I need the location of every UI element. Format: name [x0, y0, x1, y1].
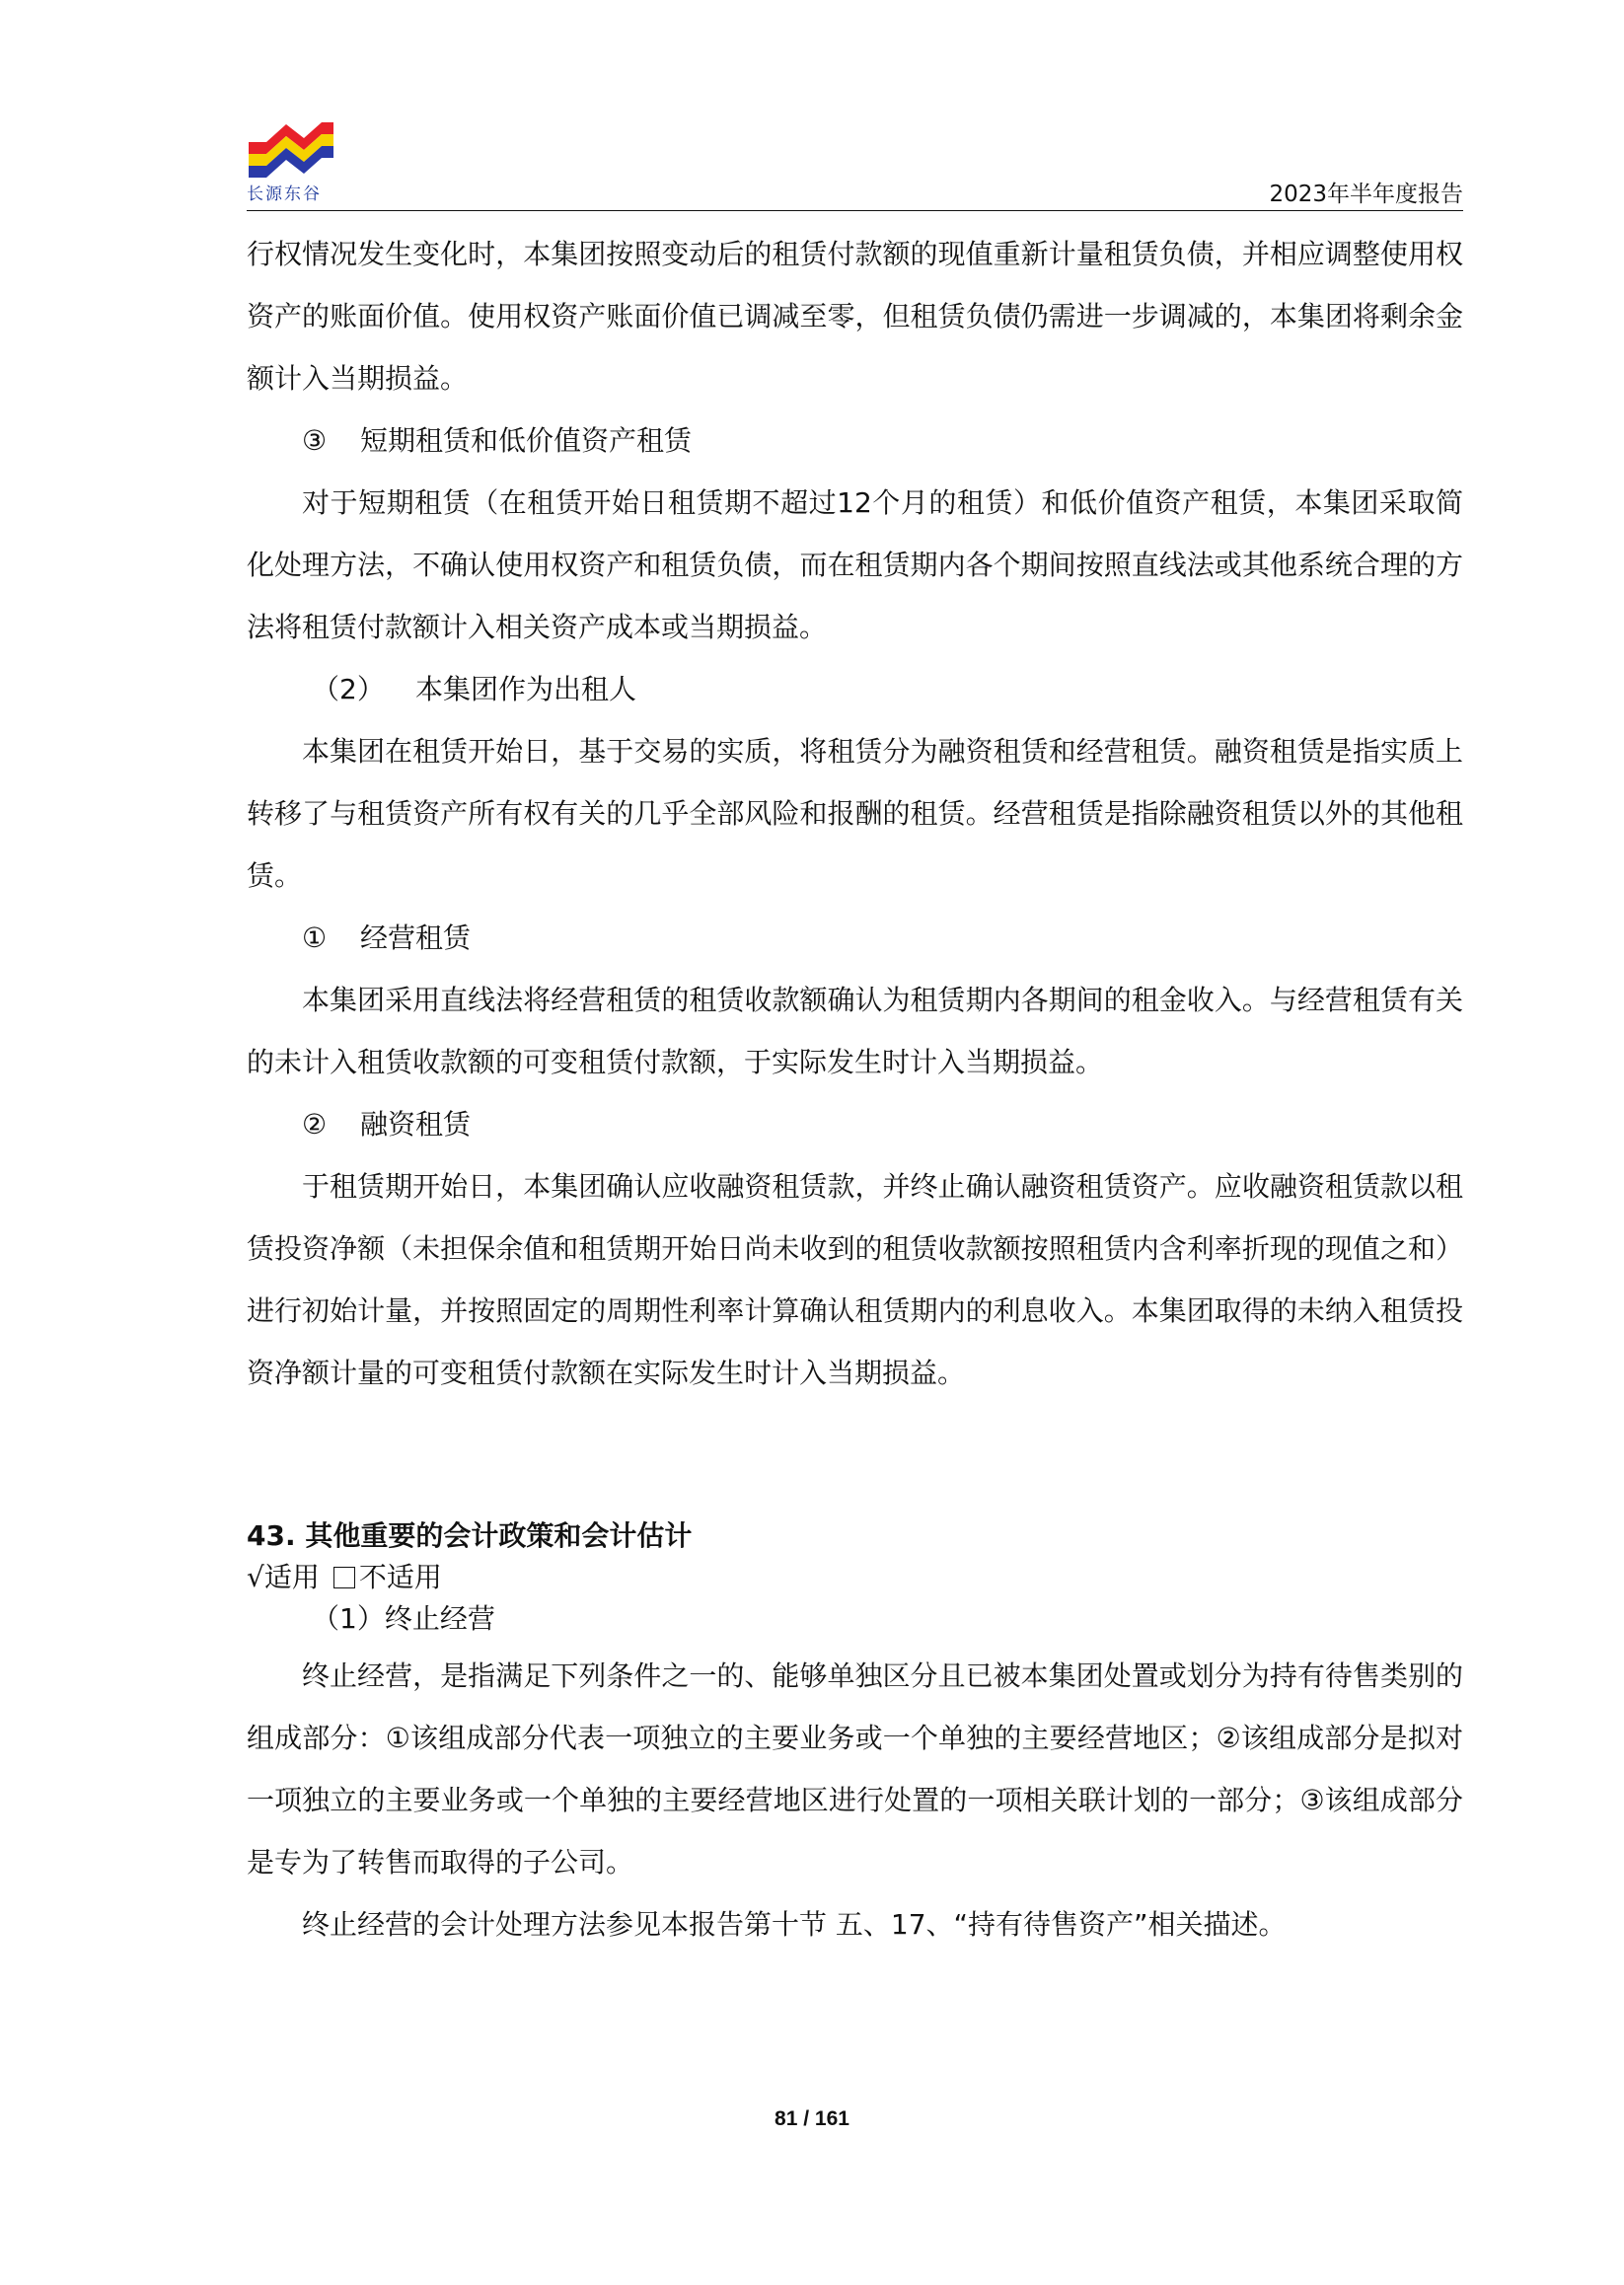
- body-content: [247, 223, 1463, 1955]
- subheading-number: ①: [302, 921, 328, 954]
- subheading-discontinued-operations: （1）终止经营: [312, 1602, 495, 1635]
- paragraph: 于租赁期开始日，本集团确认应收融资租赁款，并终止确认融资租赁资产。应收融资租赁款以租赁投资净额（未担保余值和租赁期开始日尚未收到的租赁收款额按照租赁内含利率折现的现值之和）进行初始计量，并按照固定的周期性利率计算确认租赁期内的利息收入。本集团取得的未纳入租赁投资净额计量的可变租赁付款额在实际发生时计入当期损益。: [247, 1170, 1463, 1389]
- checkbox-icon: [333, 1567, 355, 1588]
- paragraph: 终止经营，是指满足下列条件之一的、能够单独区分且已被本集团处置或划分为持有待售类别的组成部分：①该组成部分代表一项独立的主要业务或一个单独的主要经营地区；②该组成部分是拟对一项独立的主要业务或一个单独的主要经营地区进行处置的一项相关联计划的一部分；③该组成部分是专为了转售而取得的子公司。: [247, 1659, 1463, 1879]
- subheading-text: 融资租赁: [360, 1108, 472, 1141]
- spacer: [247, 1404, 1463, 1514]
- subheading-text: 经营租赁: [360, 921, 472, 954]
- subheading-text: 短期租赁和低价值资产租赁: [360, 424, 693, 457]
- section-title: 43. 其他重要的会计政策和会计估计: [247, 1519, 693, 1552]
- paragraph: 行权情况发生变化时，本集团按照变动后的租赁付款额的现值重新计量租赁负债，并相应调整使用权资产的账面价值。使用权资产账面价值已调减至零，但租赁负债仍需进一步调减的，本集团将剩余金额计入当期损益。: [247, 238, 1463, 395]
- subheading-short-term-lease: [247, 409, 1463, 472]
- subheading-number: ③: [302, 424, 328, 457]
- report-title: 2023年半年度报告: [1269, 182, 1463, 207]
- subheading-number: （2）: [312, 673, 385, 705]
- paragraph: 本集团采用直线法将经营租赁的租赁收款额确认为租赁期内各期间的租金收入。与经营租赁有关的未计入租赁收款额的可变租赁付款额，于实际发生时计入当期损益。: [247, 984, 1463, 1078]
- logo-text: 长源东谷: [247, 184, 322, 204]
- paragraph: 本集团在租赁开始日，基于交易的实质，将租赁分为融资租赁和经营租赁。融资租赁是指实质上转移了与租赁资产所有权有关的几乎全部风险和报酬的租赁。经营租赁是指除融资租赁以外的其他租赁。: [247, 735, 1463, 892]
- paragraph: 终止经营的会计处理方法参见本报告第十节 五、17、“持有待售资产”相关描述。: [302, 1908, 1287, 1941]
- subheading-text: 本集团作为出租人: [415, 673, 637, 705]
- not-applicable-option: 不适用: [358, 1561, 442, 1593]
- applicable-option: √适用: [247, 1561, 320, 1593]
- subheading-operating-lease: [247, 907, 1463, 969]
- applicability-line: [247, 1558, 1463, 1597]
- subheading-finance-lease: [247, 1093, 1463, 1155]
- subheading-lessor: [247, 658, 1463, 720]
- header-divider: [247, 210, 1463, 211]
- page-number: 81 / 161: [775, 2107, 849, 2130]
- paragraph: 对于短期租赁（在租赁开始日租赁期不超过12个月的租赁）和低价值资产租赁，本集团采取简化处理方法，不确认使用权资产和租赁负债，而在租赁期内各个期间按照直线法或其他系统合理的方法将租赁付款额计入相关资产成本或当期损益。: [247, 486, 1463, 643]
- subheading-number: ②: [302, 1108, 328, 1141]
